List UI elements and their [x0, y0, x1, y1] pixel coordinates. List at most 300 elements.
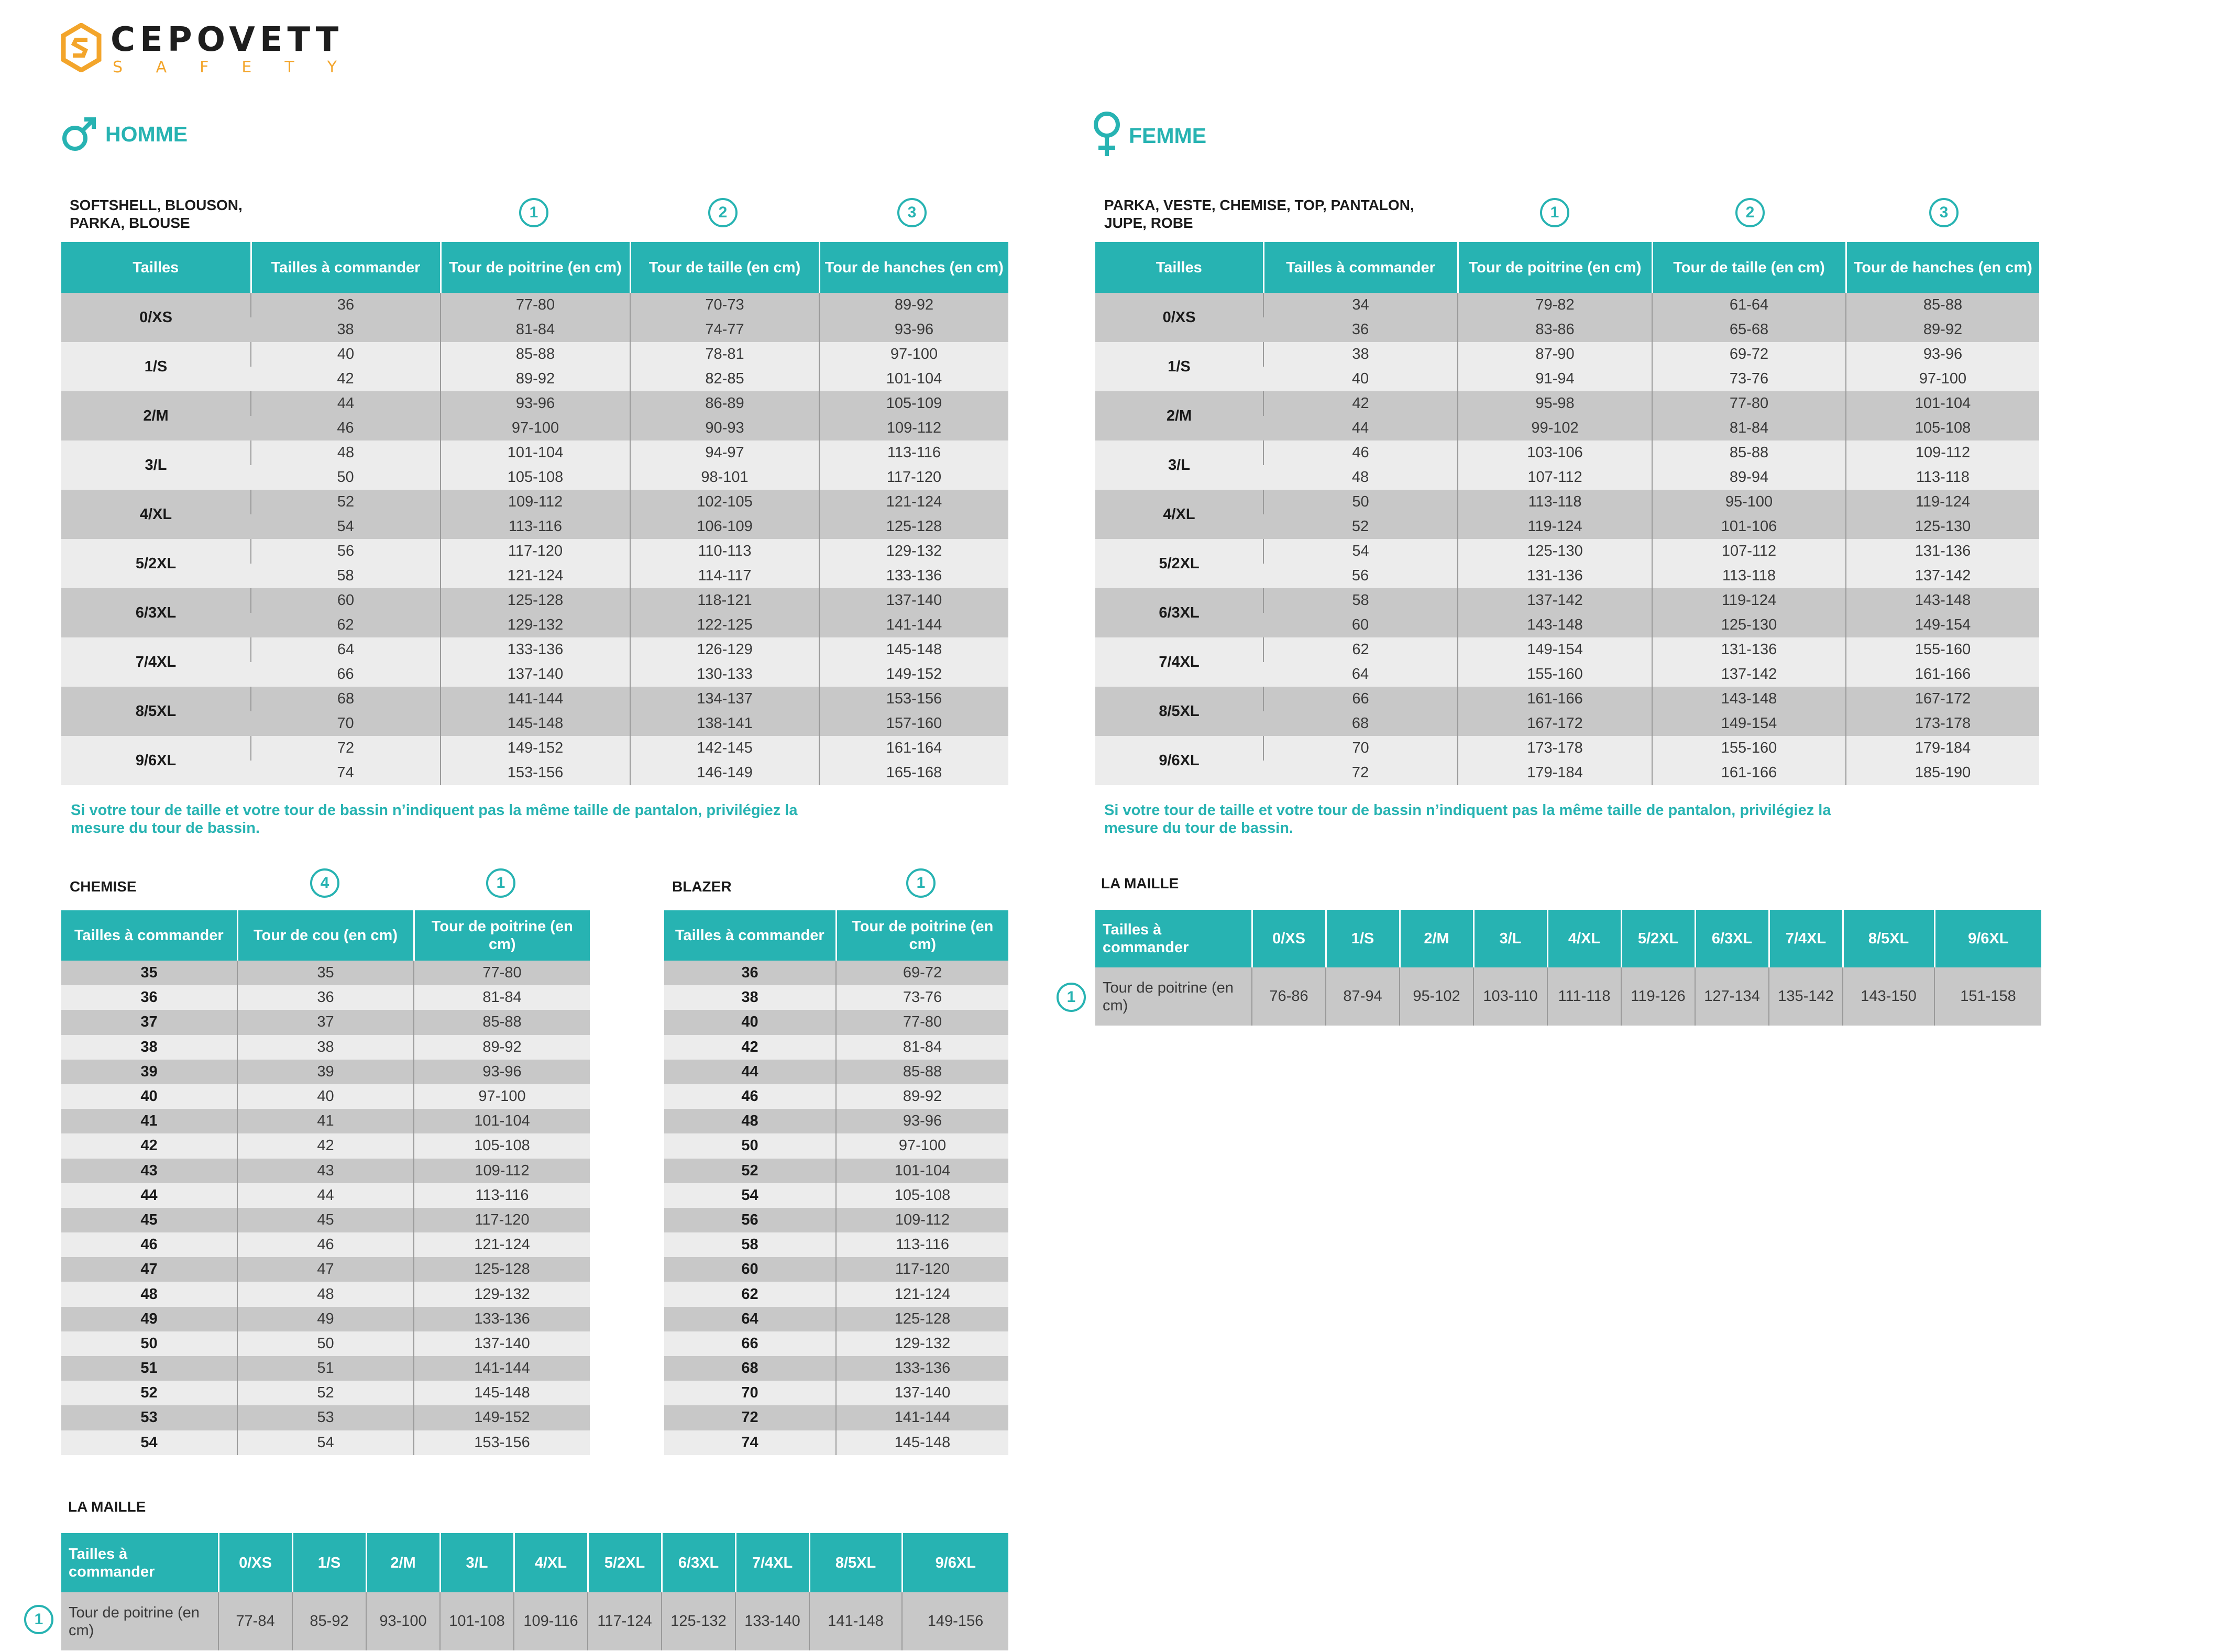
table-cell: 46: [251, 416, 441, 440]
size-cell: 8/5XL: [1095, 687, 1263, 736]
table-cell: 105-108: [1846, 416, 2039, 440]
table-cell: 143-148: [1846, 588, 2039, 613]
table-cell: 137-140: [819, 588, 1008, 613]
brand-name: CEPOVETT: [111, 20, 344, 59]
table-row: [61, 1035, 590, 1060]
table-cell: 83-86: [1458, 317, 1652, 342]
table-row: [61, 1159, 590, 1183]
table-row: [61, 1109, 590, 1133]
femme-size-table: [1095, 242, 2039, 785]
table-cell: 129-132: [819, 539, 1008, 564]
brand-logo: [60, 20, 370, 79]
size-cell: 9/6XL: [1095, 736, 1263, 785]
table-cell: 146-149: [630, 761, 819, 785]
table-cell: 64: [1263, 662, 1458, 687]
table-cell: 138-141: [630, 711, 819, 736]
table-cell: 106-109: [630, 514, 819, 539]
size-cell: 64: [664, 1307, 836, 1331]
size-cell: 5/2XL: [1095, 539, 1263, 588]
table-cell: 87-90: [1458, 342, 1652, 367]
table-cell: 37: [237, 1010, 414, 1034]
table-row: [61, 1592, 1008, 1650]
table-cell: 173-178: [1846, 711, 2039, 736]
table-row: [664, 1183, 1008, 1208]
size-cell: 45: [61, 1208, 237, 1232]
table-row: [664, 1060, 1008, 1084]
table-row: [1095, 293, 2039, 317]
chemise-table: [61, 910, 590, 1455]
table-cell: 135-142: [1769, 967, 1843, 1026]
table-cell: 114-117: [630, 564, 819, 588]
table-cell: 167-172: [1458, 711, 1652, 736]
table-cell: 125-128: [441, 588, 630, 613]
table-cell: 44: [251, 391, 441, 416]
table-cell: 69-72: [1652, 342, 1846, 367]
table-cell: 36: [237, 985, 414, 1010]
table-cell: 43: [237, 1159, 414, 1183]
size-header: 9/6XL: [1934, 910, 2041, 967]
table-cell: 70-73: [630, 293, 819, 317]
table-cell: 125-128: [819, 514, 1008, 539]
table-cell: 155-160: [1652, 736, 1846, 761]
table-cell: 101-106: [1652, 514, 1846, 539]
table-cell: 34: [1263, 293, 1458, 317]
table-cell: 35: [237, 961, 414, 985]
col-header: Tailles: [1095, 242, 1263, 293]
table-cell: 95-102: [1400, 967, 1473, 1026]
size-cell: 44: [61, 1183, 237, 1208]
table-cell: 56: [251, 539, 441, 564]
table-row: [61, 293, 1008, 317]
homme-t1-num-3: 3: [897, 198, 927, 227]
table-cell: 54: [1263, 539, 1458, 564]
table-cell: 149-154: [1652, 711, 1846, 736]
table-cell: 68: [251, 687, 441, 711]
table-cell: 101-104: [836, 1159, 1008, 1183]
table-cell: 143-148: [1652, 687, 1846, 711]
table-row: [1095, 490, 2039, 514]
table-row: [61, 391, 1008, 416]
table-cell: 133-136: [836, 1356, 1008, 1381]
table-cell: 50: [237, 1331, 414, 1356]
table-cell: 101-104: [819, 367, 1008, 391]
table-cell: 155-160: [1458, 662, 1652, 687]
brand-sub: SAFETY: [113, 58, 370, 76]
table-cell: 125-128: [414, 1257, 590, 1282]
table-cell: 89-94: [1652, 465, 1846, 490]
table-row: [1095, 687, 2039, 711]
size-cell: 44: [664, 1060, 836, 1084]
table-row: [61, 490, 1008, 514]
size-cell: 38: [61, 1035, 237, 1060]
table-cell: 85-92: [292, 1592, 366, 1650]
table-cell: 157-160: [819, 711, 1008, 736]
row-label: Tour de poitrine (en cm): [61, 1592, 218, 1650]
table-cell: 48: [251, 440, 441, 465]
table-cell: 62: [251, 613, 441, 637]
table-cell: 72: [1263, 761, 1458, 785]
table-cell: 145-148: [836, 1430, 1008, 1455]
table-cell: 99-102: [1458, 416, 1652, 440]
size-cell: 1/S: [61, 342, 251, 391]
size-cell: 66: [664, 1331, 836, 1356]
table-cell: 117-120: [414, 1208, 590, 1232]
size-cell: 53: [61, 1405, 237, 1430]
table-row: [61, 1282, 590, 1306]
table-cell: 36: [1263, 317, 1458, 342]
table-row: [664, 985, 1008, 1010]
table-row: [1095, 736, 2039, 761]
table-row: [61, 1010, 590, 1034]
homme-maille-label: LA MAILLE: [68, 1499, 146, 1515]
col-header: Tour de cou (en cm): [237, 910, 414, 961]
table-cell: 95-98: [1458, 391, 1652, 416]
table-cell: 93-96: [836, 1109, 1008, 1133]
table-cell: 137-142: [1846, 564, 2039, 588]
table-cell: 121-124: [836, 1282, 1008, 1306]
table-cell: 129-132: [836, 1331, 1008, 1356]
homme-t1-label: SOFTSHELL, BLOUSON, PARKA, BLOUSE: [70, 197, 243, 231]
table-row: [664, 1208, 1008, 1232]
table-cell: 38: [1263, 342, 1458, 367]
table-cell: 46: [237, 1232, 414, 1257]
table-row: [61, 687, 1008, 711]
table-cell: 111-118: [1547, 967, 1621, 1026]
table-cell: 142-145: [630, 736, 819, 761]
table-cell: 173-178: [1458, 736, 1652, 761]
table-cell: 85-88: [1846, 293, 2039, 317]
size-cell: 52: [664, 1159, 836, 1183]
table-cell: 153-156: [414, 1430, 590, 1455]
table-row: [1095, 539, 2039, 564]
table-cell: 74-77: [630, 317, 819, 342]
size-cell: 58: [664, 1232, 836, 1257]
table-row: [61, 539, 1008, 564]
table-cell: 44: [1263, 416, 1458, 440]
table-cell: 81-84: [1652, 416, 1846, 440]
size-cell: 46: [664, 1084, 836, 1109]
table-cell: 73-76: [836, 985, 1008, 1010]
table-cell: 161-166: [1846, 662, 2039, 687]
table-cell: 145-148: [414, 1381, 590, 1405]
col-header: Tour de hanches (en cm): [819, 242, 1008, 293]
table-cell: 90-93: [630, 416, 819, 440]
table-cell: 48: [237, 1282, 414, 1306]
size-header: 2/M: [1400, 910, 1473, 967]
table-cell: 81-84: [836, 1035, 1008, 1060]
table-cell: 53: [237, 1405, 414, 1430]
size-cell: 7/4XL: [61, 637, 251, 687]
table-cell: 110-113: [630, 539, 819, 564]
size-cell: 35: [61, 961, 237, 985]
size-header: 3/L: [1473, 910, 1547, 967]
table-row: [664, 1331, 1008, 1356]
size-header: 6/3XL: [662, 1533, 735, 1592]
size-header: 6/3XL: [1695, 910, 1769, 967]
table-cell: 121-124: [441, 564, 630, 588]
row-label: Tour de poitrine (en cm): [1095, 967, 1252, 1026]
table-cell: 45: [237, 1208, 414, 1232]
size-cell: 43: [61, 1159, 237, 1183]
size-cell: 4/XL: [1095, 490, 1263, 539]
table-cell: 133-136: [819, 564, 1008, 588]
table-cell: 47: [237, 1257, 414, 1282]
size-cell: 47: [61, 1257, 237, 1282]
table-cell: 121-124: [819, 490, 1008, 514]
table-cell: 130-133: [630, 662, 819, 687]
table-cell: 58: [251, 564, 441, 588]
size-cell: 38: [664, 985, 836, 1010]
size-cell: 9/6XL: [61, 736, 251, 785]
table-cell: 149-156: [902, 1592, 1008, 1650]
table-cell: 143-150: [1843, 967, 1934, 1026]
homme-maille-table: [61, 1533, 1008, 1650]
table-cell: 87-94: [1326, 967, 1400, 1026]
homme-maille-num: 1: [24, 1605, 53, 1634]
homme-t1-num-2: 2: [708, 198, 738, 227]
femme-t1-label: PARKA, VESTE, CHEMISE, TOP, PANTALON, JUPE, ROBE: [1104, 197, 1414, 231]
table-cell: 122-125: [630, 613, 819, 637]
size-header: 5/2XL: [588, 1533, 662, 1592]
table-cell: 52: [1263, 514, 1458, 539]
femme-t1-num-2: 2: [1735, 198, 1765, 227]
col-header: Tour de taille (en cm): [630, 242, 819, 293]
col-header: Tour de poitrine (en cm): [441, 242, 630, 293]
table-row: [1095, 391, 2039, 416]
table-row: [1095, 440, 2039, 465]
table-row: [61, 1405, 590, 1430]
table-cell: 105-108: [836, 1183, 1008, 1208]
table-row: [1095, 637, 2039, 662]
table-cell: 91-94: [1458, 367, 1652, 391]
size-cell: 50: [61, 1331, 237, 1356]
table-cell: 38: [251, 317, 441, 342]
table-cell: 97-100: [1846, 367, 2039, 391]
table-cell: 85-88: [836, 1060, 1008, 1084]
table-row: [664, 1257, 1008, 1282]
table-cell: 36: [251, 293, 441, 317]
size-cell: 42: [664, 1035, 836, 1060]
table-cell: 143-148: [1458, 613, 1652, 637]
blazer-table: [664, 910, 1008, 1455]
table-cell: 42: [237, 1133, 414, 1158]
size-cell: 40: [61, 1084, 237, 1109]
size-cell: 37: [61, 1010, 237, 1034]
table-row: [664, 1232, 1008, 1257]
table-row: [61, 1356, 590, 1381]
col-header: Tailles: [61, 242, 251, 293]
table-cell: 60: [1263, 613, 1458, 637]
size-cell: 54: [61, 1430, 237, 1455]
size-cell: 0/XS: [1095, 293, 1263, 342]
table-cell: 119-124: [1652, 588, 1846, 613]
table-cell: 52: [251, 490, 441, 514]
table-cell: 58: [1263, 588, 1458, 613]
table-cell: 42: [1263, 391, 1458, 416]
table-cell: 161-164: [819, 736, 1008, 761]
table-row: [664, 1282, 1008, 1306]
femme-note: Si votre tour de taille et votre tour de bassin n’indiquent pas la même taille de pantalon, privilégiez la mesure du tour de bassin.: [1104, 802, 1831, 836]
table-row: [61, 1331, 590, 1356]
table-row: [61, 1060, 590, 1084]
table-cell: 65-68: [1652, 317, 1846, 342]
table-row: [61, 985, 590, 1010]
table-cell: 109-112: [836, 1208, 1008, 1232]
table-cell: 86-89: [630, 391, 819, 416]
table-cell: 141-144: [441, 687, 630, 711]
table-cell: 141-144: [836, 1405, 1008, 1430]
table-cell: 38: [237, 1035, 414, 1060]
homme-title: HOMME: [105, 122, 188, 146]
table-cell: 70: [1263, 736, 1458, 761]
table-cell: 109-112: [441, 490, 630, 514]
size-cell: 70: [664, 1381, 836, 1405]
col-header: Tailles à commander: [251, 242, 441, 293]
chemise-num-1: 1: [486, 868, 515, 898]
table-cell: 68: [1263, 711, 1458, 736]
col-header: Tailles à commander: [1263, 242, 1458, 293]
table-cell: 137-142: [1652, 662, 1846, 687]
size-cell: 2/M: [1095, 391, 1263, 440]
size-cell: 3/L: [1095, 440, 1263, 490]
table-cell: 89-92: [836, 1084, 1008, 1109]
table-cell: 95-100: [1652, 490, 1846, 514]
table-cell: 125-128: [836, 1307, 1008, 1331]
table-cell: 40: [251, 342, 441, 367]
table-cell: 117-120: [836, 1257, 1008, 1282]
femme-maille-label: LA MAILLE: [1101, 875, 1179, 891]
table-row: [664, 1010, 1008, 1034]
size-header: 1/S: [292, 1533, 366, 1592]
table-cell: 109-112: [819, 416, 1008, 440]
table-cell: 70: [251, 711, 441, 736]
table-row: [664, 1133, 1008, 1158]
table-cell: 66: [251, 662, 441, 687]
size-cell: 36: [664, 961, 836, 985]
size-header: 1/S: [1326, 910, 1400, 967]
table-row: [664, 1307, 1008, 1331]
size-cell: 1/S: [1095, 342, 1263, 391]
size-cell: 7/4XL: [1095, 637, 1263, 687]
table-cell: 137-140: [414, 1331, 590, 1356]
table-cell: 113-116: [441, 514, 630, 539]
table-cell: 103-110: [1473, 967, 1547, 1026]
table-cell: 85-88: [1652, 440, 1846, 465]
table-row: [61, 342, 1008, 367]
table-row: [61, 440, 1008, 465]
size-cell: 52: [61, 1381, 237, 1405]
table-row: [1095, 588, 2039, 613]
table-cell: 62: [1263, 637, 1458, 662]
table-cell: 77-84: [218, 1592, 292, 1650]
size-cell: 50: [664, 1133, 836, 1158]
table-cell: 153-156: [819, 687, 1008, 711]
table-cell: 93-96: [1846, 342, 2039, 367]
table-cell: 125-132: [662, 1592, 735, 1650]
table-cell: 126-129: [630, 637, 819, 662]
homme-note: Si votre tour de taille et votre tour de bassin n’indiquent pas la même taille de pantalon, privilégiez la mesure du tour de bassin.: [71, 802, 798, 836]
table-row: [61, 1430, 590, 1455]
table-cell: 39: [237, 1060, 414, 1084]
size-cell: 4/XL: [61, 490, 251, 539]
size-cell: 56: [664, 1208, 836, 1232]
table-cell: 185-190: [1846, 761, 2039, 785]
table-row: [1095, 342, 2039, 367]
table-cell: 44: [237, 1183, 414, 1208]
col-header: Tour de taille (en cm): [1652, 242, 1846, 293]
size-cell: 60: [664, 1257, 836, 1282]
table-row: [61, 1208, 590, 1232]
femme-heading: [1092, 110, 1206, 158]
table-cell: 149-154: [1458, 637, 1652, 662]
table-cell: 79-82: [1458, 293, 1652, 317]
table-cell: 133-140: [735, 1592, 809, 1650]
size-header: 0/XS: [218, 1533, 292, 1592]
table-cell: 105-108: [441, 465, 630, 490]
table-cell: 141-148: [809, 1592, 902, 1650]
table-cell: 97-100: [441, 416, 630, 440]
table-cell: 113-118: [1652, 564, 1846, 588]
homme-t1-num-1: 1: [519, 198, 548, 227]
table-cell: 98-101: [630, 465, 819, 490]
table-cell: 151-158: [1934, 967, 2041, 1026]
table-cell: 93-100: [366, 1592, 440, 1650]
table-cell: 113-116: [819, 440, 1008, 465]
table-cell: 102-105: [630, 490, 819, 514]
cepovett-logo-icon: [60, 23, 102, 72]
size-header: 7/4XL: [735, 1533, 809, 1592]
table-cell: 101-104: [441, 440, 630, 465]
table-cell: 125-130: [1846, 514, 2039, 539]
table-cell: 40: [1263, 367, 1458, 391]
table-cell: 81-84: [414, 985, 590, 1010]
table-cell: 141-144: [414, 1356, 590, 1381]
femme-title: FEMME: [1129, 123, 1207, 148]
table-cell: 119-124: [1458, 514, 1652, 539]
table-cell: 133-136: [441, 637, 630, 662]
table-cell: 131-136: [1846, 539, 2039, 564]
table-cell: 42: [251, 367, 441, 391]
table-cell: 109-112: [414, 1159, 590, 1183]
table-cell: 113-116: [836, 1232, 1008, 1257]
table-row: [61, 637, 1008, 662]
table-cell: 51: [237, 1356, 414, 1381]
table-cell: 77-80: [1652, 391, 1846, 416]
size-header: 4/XL: [1547, 910, 1621, 967]
size-header: 8/5XL: [809, 1533, 902, 1592]
table-cell: 127-134: [1695, 967, 1769, 1026]
table-cell: 103-106: [1458, 440, 1652, 465]
table-cell: 46: [1263, 440, 1458, 465]
table-cell: 129-132: [414, 1282, 590, 1306]
table-row: [664, 961, 1008, 985]
corner-header: Tailles à commander: [61, 1533, 218, 1592]
size-cell: 42: [61, 1133, 237, 1158]
table-cell: 97-100: [819, 342, 1008, 367]
table-cell: 105-108: [414, 1133, 590, 1158]
chemise-label: CHEMISE: [70, 878, 137, 895]
table-cell: 66: [1263, 687, 1458, 711]
table-cell: 77-80: [836, 1010, 1008, 1034]
table-cell: 119-126: [1621, 967, 1695, 1026]
table-cell: 82-85: [630, 367, 819, 391]
table-row: [61, 588, 1008, 613]
size-cell: 40: [664, 1010, 836, 1034]
table-cell: 89-92: [414, 1035, 590, 1060]
table-row: [61, 1257, 590, 1282]
table-cell: 101-108: [440, 1592, 514, 1650]
table-cell: 101-104: [1846, 391, 2039, 416]
